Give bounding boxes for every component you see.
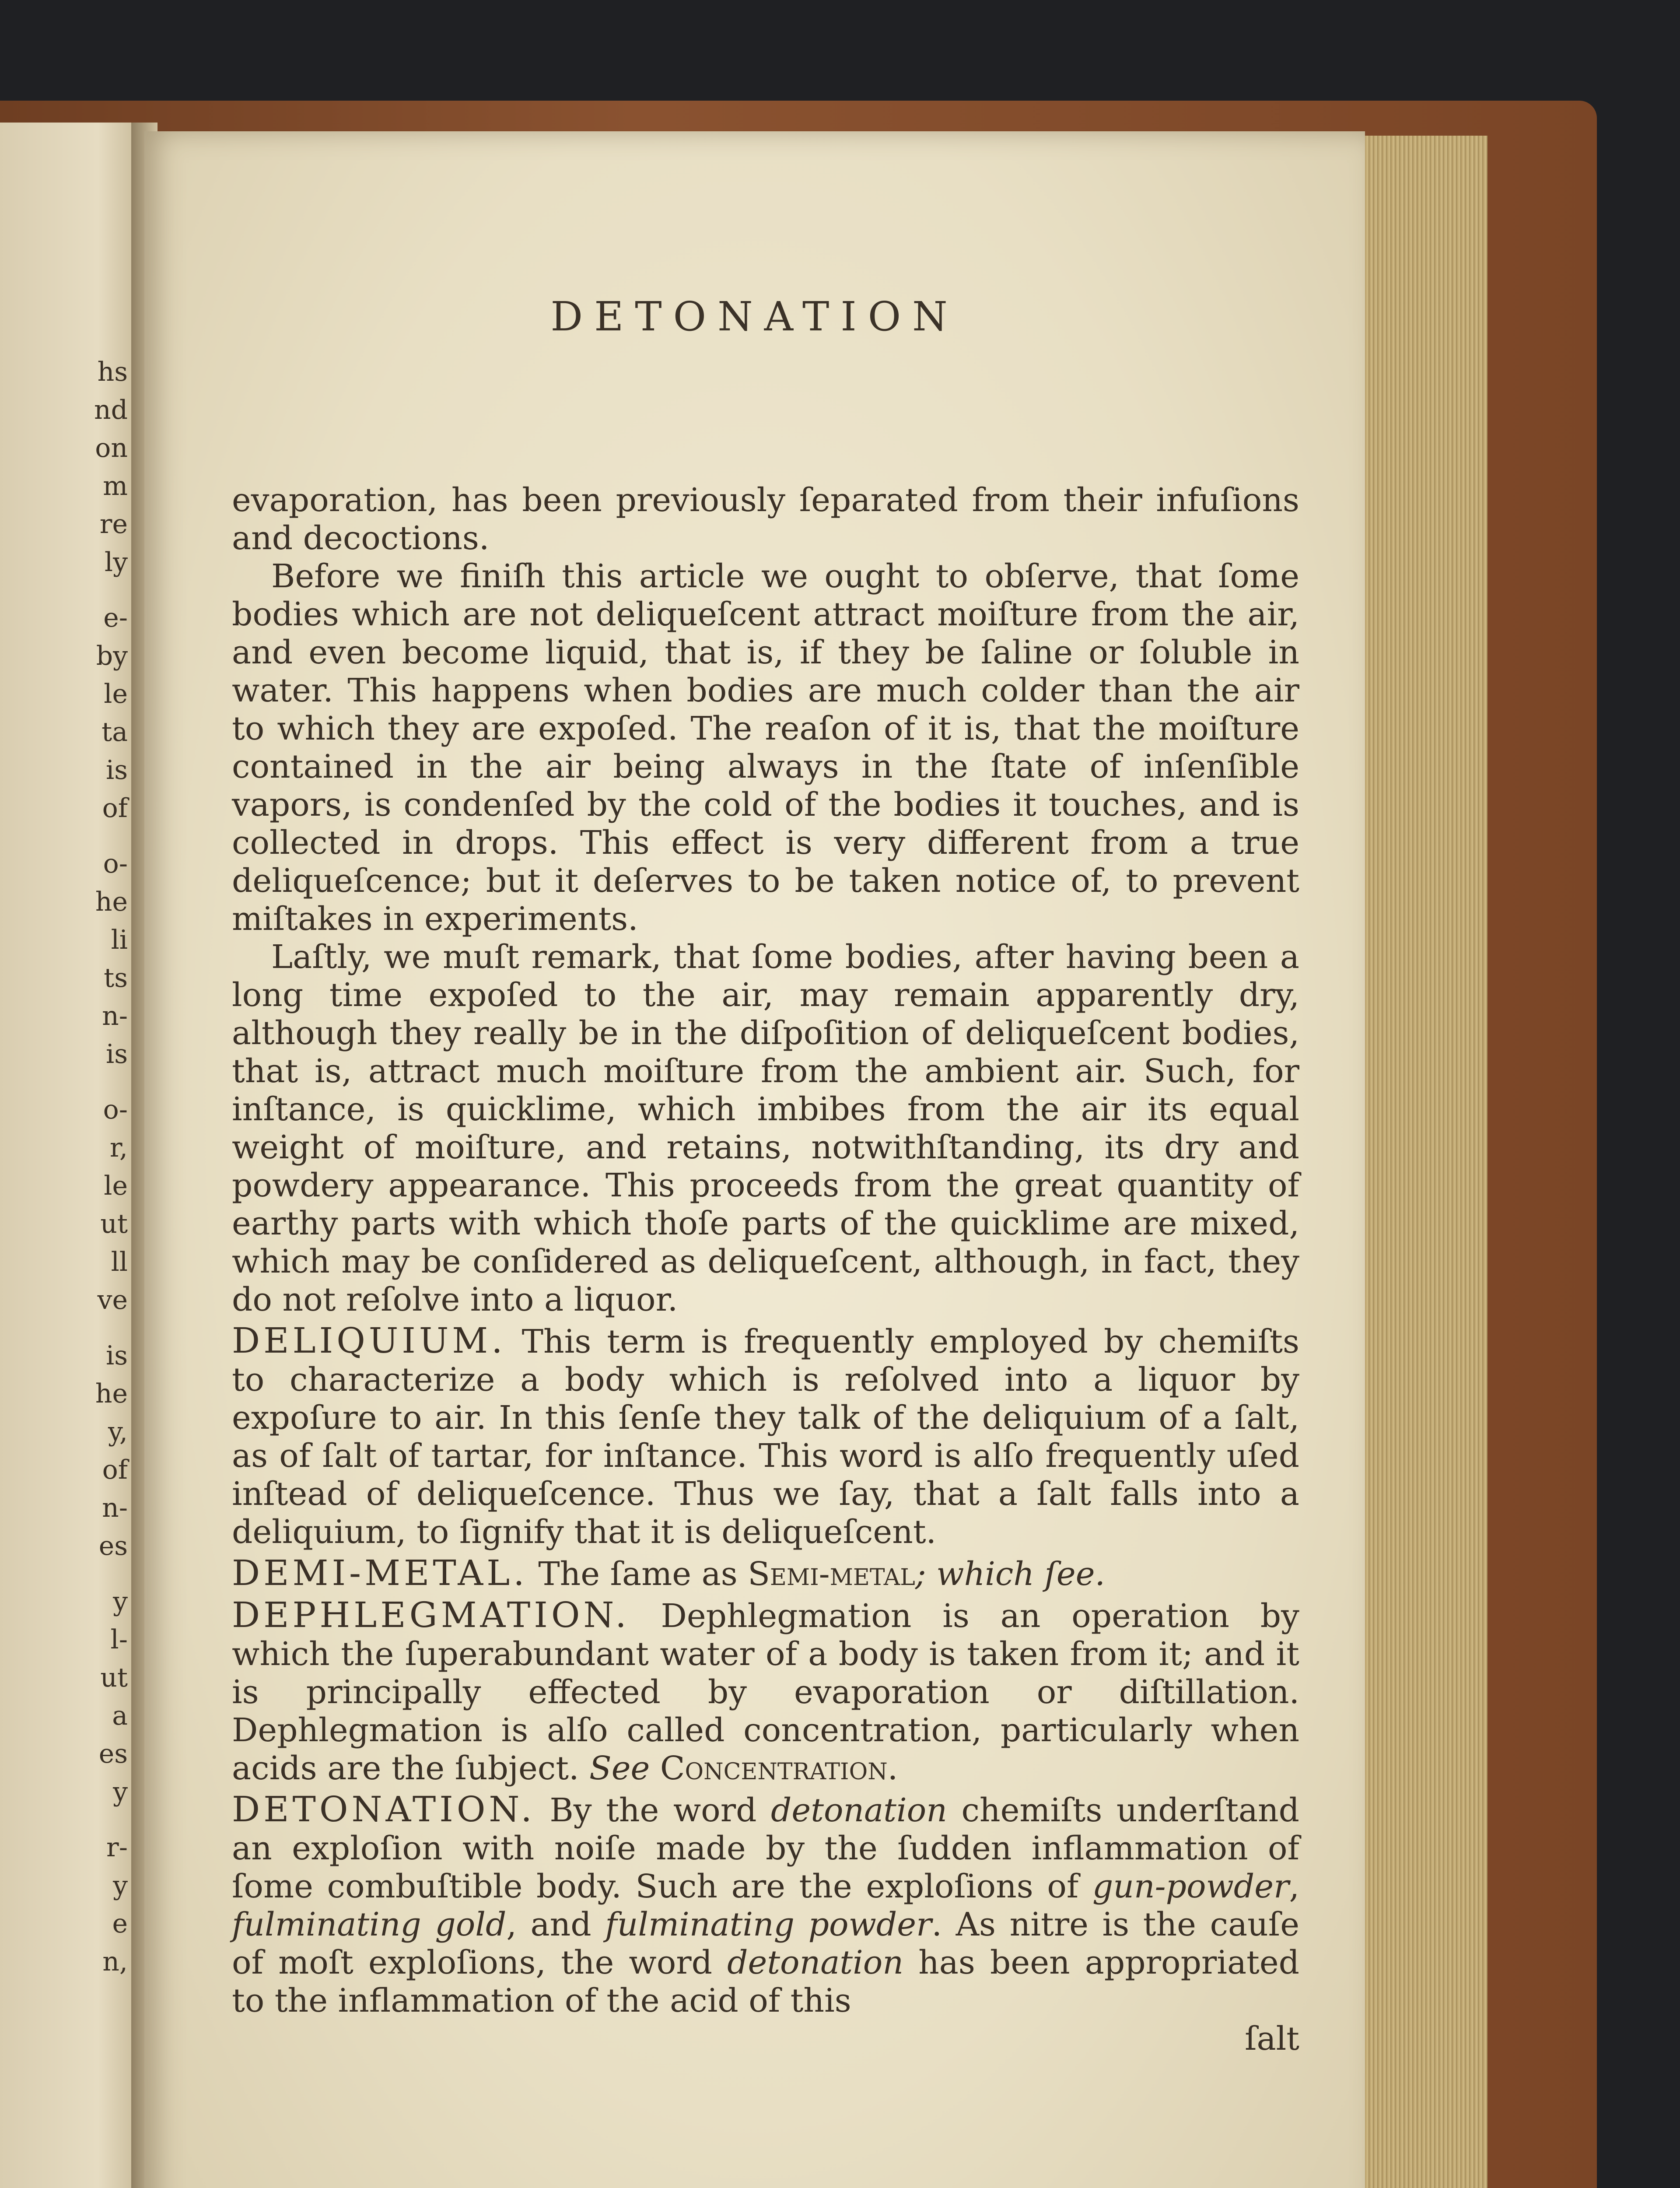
- paragraph-1: evaporation, has been previously ſeparated from their infuſions and decoctions.: [232, 481, 1299, 557]
- page-edges: [1356, 136, 1488, 2188]
- running-header: DETONATION: [550, 293, 959, 340]
- entry-text: This term is frequently employed by chemiſts to characterize a body which is reſolved into a liquor by expoſure to air. In this ſenſe they talk of the deliquium of a ſalt, as of ſalt of tartar, for inſtance. This word is alſo frequently uſed inſtead of deliqueſcence. Thus we ſay, that a ſalt falls into a deliquium, to ſignify that it is deliqueſcent.: [232, 1323, 1299, 1551]
- catchword: ſalt: [1245, 2020, 1299, 2058]
- text-part-italic: detonation: [771, 1792, 947, 1829]
- right-page: [144, 131, 1365, 2188]
- entry-term: DEPHLEGMATION.: [232, 1595, 630, 1635]
- entry-demi-metal: [232, 1554, 1299, 1593]
- entry-deliquium: [232, 1322, 1299, 1551]
- left-page-fragment: li: [111, 925, 128, 955]
- text-part: ,: [1289, 1868, 1299, 1905]
- entry-detonation: [232, 1790, 1299, 2020]
- text-part-italic: detonation: [727, 1944, 904, 1981]
- left-page-fragment: y: [113, 1777, 128, 1807]
- left-page-fragment: he: [95, 887, 128, 917]
- entry-term: DEMI-METAL.: [232, 1553, 528, 1593]
- left-page-fragment: n-: [102, 1493, 128, 1523]
- left-page-fragment: ta: [102, 717, 128, 747]
- entry-term: DELIQUIUM.: [232, 1320, 506, 1361]
- left-page-fragment: y: [113, 1870, 128, 1901]
- left-page-fragment: r,: [109, 1133, 128, 1163]
- left-page-fragment: nd: [94, 395, 128, 425]
- left-page-fragment: y,: [108, 1417, 128, 1447]
- left-page-fragment: by: [96, 641, 128, 671]
- left-page-fragment: a: [112, 1701, 128, 1731]
- left-page-fragment: es: [98, 1531, 128, 1561]
- text-part: chemiſts underſtand an exploſion with noiſe made by the ſudden inflammation of ſome combuſtible body. Such are the exploſions of: [232, 1792, 1299, 1905]
- text-part-italic: gun-powder: [1092, 1868, 1289, 1905]
- left-page-fragment: is: [106, 755, 128, 785]
- paragraph-2: Before we finiſh this article we ought to obſerve, that ſome bodies which are not deliqueſcent attract moiſture from the air, and even become liquid, that is, if they be ſaline or ſoluble in water. This happens when bodies are much colder than the air to which they are expoſed. The reaſon of it is, that the moiſture contained in the air being always in the ſtate of inſenſible vapors, is condenſed by the cold of the bodies it touches, and is collected in drops. This effect is very different from a true deliqueſcence; but it deſerves to be taken notice of, to prevent miſtakes in experiments.: [232, 558, 1299, 938]
- left-page-fragment: ll: [111, 1247, 128, 1277]
- entry-dephlegmation: [232, 1596, 1299, 1788]
- text-part: By the word: [550, 1792, 771, 1829]
- left-page-fragment: re: [99, 509, 128, 540]
- left-page-fragment: o-: [103, 1094, 128, 1125]
- left-page-fragment: r-: [106, 1832, 128, 1863]
- left-page-fragment: is: [106, 1340, 128, 1371]
- left-page: [0, 123, 140, 2188]
- left-page-fragment: o-: [103, 849, 128, 879]
- left-page-fragment: e: [112, 1908, 128, 1939]
- left-page-fragment: l-: [110, 1624, 128, 1655]
- entry-text: Dephlegmation is an operation by which the ſuperabundant water of a body is taken from it; and it is principally effected by evaporation or diſtillation. Dephlegmation is alſo called concentration, particularly when acids are the ſubject.: [232, 1597, 1299, 1787]
- left-page-fragment: hs: [97, 357, 128, 387]
- text-part: has been appropriated to the inflammation of the acid of this: [232, 1944, 1299, 2020]
- left-page-fragment: ts: [104, 963, 128, 993]
- left-page-fragment: ut: [100, 1209, 128, 1239]
- left-page-fragment: n,: [102, 1946, 128, 1977]
- left-page-fragment: e-: [103, 603, 128, 633]
- left-page-fragment: ve: [97, 1285, 128, 1315]
- cross-reference: Semi-metal: [748, 1555, 915, 1593]
- text-part: . As nitre is the cauſe of moſt exploſions, the word: [232, 1906, 1299, 1981]
- left-page-fragment: ut: [100, 1662, 128, 1693]
- text-part: , and: [506, 1906, 606, 1943]
- entry-term: DETONATION.: [232, 1789, 536, 1830]
- left-page-fragment: m: [103, 471, 128, 501]
- left-page-fragment: y: [113, 1586, 128, 1617]
- left-page-fragment: he: [95, 1378, 128, 1409]
- left-page-fragment: ly: [104, 547, 128, 578]
- see-label: See: [589, 1750, 650, 1787]
- left-page-fragment: of: [102, 1455, 128, 1485]
- page-body: [232, 481, 1299, 2058]
- entry-text: The ſame as: [538, 1555, 738, 1593]
- left-page-fragment: n-: [102, 1001, 128, 1031]
- left-page-fragment: le: [104, 1171, 128, 1201]
- left-page-fragment: of: [102, 793, 128, 824]
- left-page-fragment: is: [106, 1039, 128, 1069]
- cross-reference: Concentration.: [660, 1750, 898, 1787]
- text-part-italic: fulminating gold: [232, 1906, 507, 1943]
- left-page-fragment: on: [95, 433, 128, 463]
- paragraph-3: Laſtly, we muſt remark, that ſome bodies, after having been a long time expoſed to the air, may remain apparently dry, although they really be in the diſpoſition of deliqueſcent bodies, that is, attract much moiſture from the ambient air. Such, for inſtance, is quicklime, which imbibes from the air its equal weight of moiſture, and retains, notwithſtanding, its dry and powdery appearance. This proceeds from the great quantity of earthy parts with which thoſe parts of the quicklime are mixed, which may be conſidered as deliqueſcent, although, in fact, they do not reſolve into a liquor.: [232, 938, 1299, 1318]
- left-page-fragment: es: [98, 1739, 128, 1769]
- left-page-fragment: le: [104, 679, 128, 709]
- entry-tail: ; which ſee.: [915, 1555, 1106, 1593]
- text-part-italic: fulminating powder: [605, 1906, 932, 1943]
